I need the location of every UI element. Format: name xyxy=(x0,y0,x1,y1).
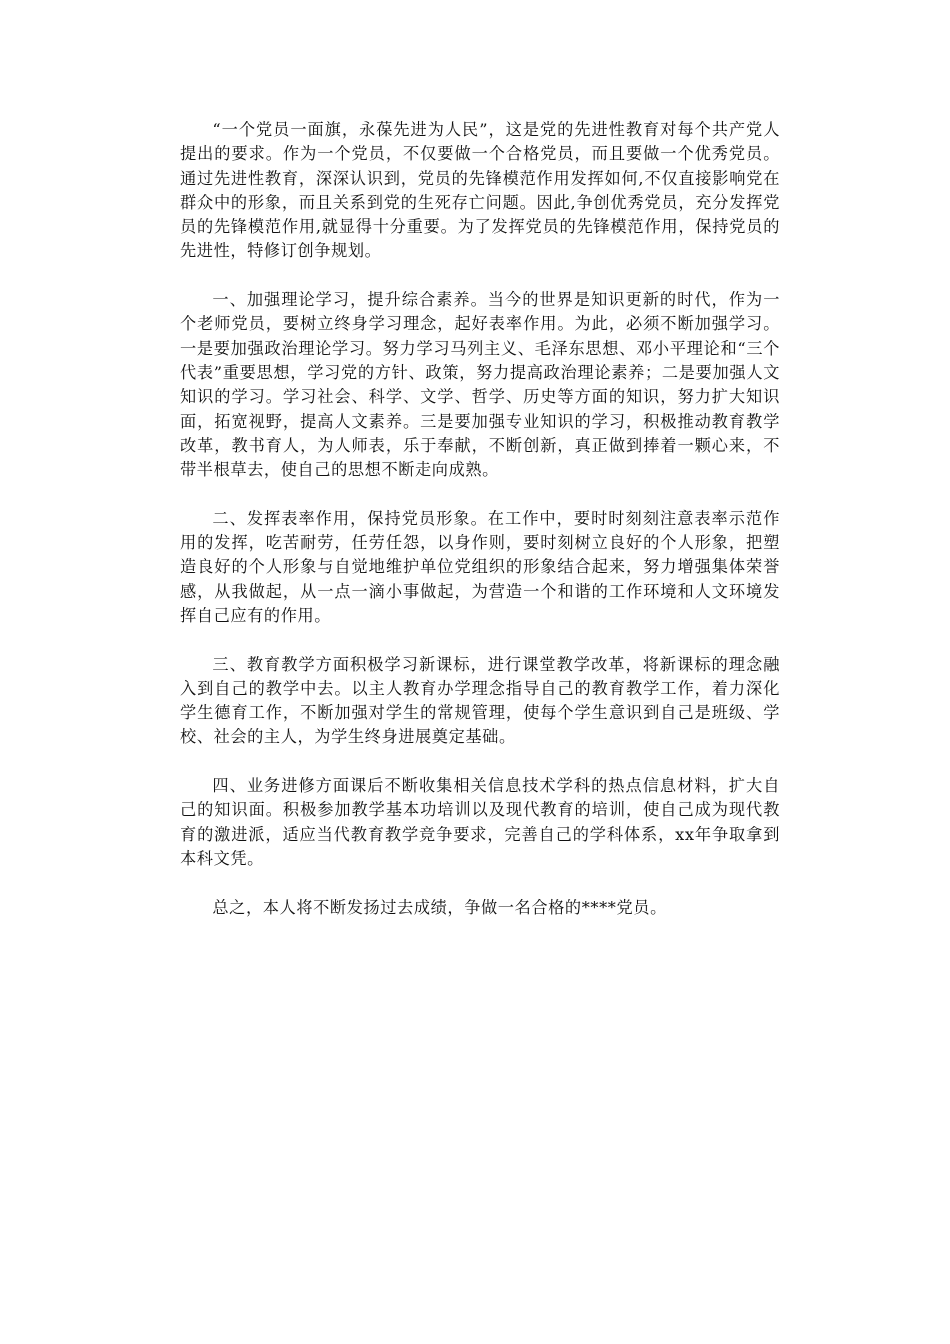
section-3-paragraph: 三、教育教学方面积极学习新课标，进行课堂教学改革，将新课标的理念融入到自己的教学中去。以主人教育办学理念指导自己的教育教学工作，着力深化学生德育工作，不断加强对学生的常规管理，使每个学生意识到自己是班级、学校、社会的主人，为学生终身进展奠定基础。 xyxy=(180,654,780,747)
section-1-paragraph: 一、加强理论学习，提升综合素养。当今的世界是知识更新的时代，作为一个老师党员，要树立终身学习理念，起好表率作用。为此，必须不断加强学习。一是要加强政治理论学习。努力学习马列主义、毛泽东思想、邓小平理论和“三个代表”重要思想，学习党的方针、政策，努力提高政治理论素养；二是要加强人文知识的学习。学习社会、科学、文学、哲学、历史等方面的知识，努力扩大知识面，拓宽视野，提高人文素养。三是要加强专业知识的学习，积极推动教育教学改革，教书育人，为人师表，乐于奉献，不断创新，真正做到捧着一颗心来，不带半根草去，使自己的思想不断走向成熟。 xyxy=(180,290,780,480)
document-body xyxy=(180,118,780,920)
section-4-paragraph: 四、业务进修方面课后不断收集相关信息技术学科的热点信息材料，扩大自己的知识面。积极参加教学基本功培训以及现代教育的培训，使自己成为现代教育的激进派，适应当代教育教学竞争要求，完善自己的学科体系，xx年争取拿到本科文凭。 xyxy=(180,776,780,868)
section-2-paragraph: 二、发挥表率作用，保持党员形象。在工作中，要时时刻刻注意表率示范作用的发挥，吃苦耐劳，任劳任怨，以身作则，要时刻树立良好的个人形象，把塑造良好的个人形象与自觉地维护单位党组织的形象结合起来，努力增强集体荣誉感，从我做起，从一点一滴小事做起，为营造一个和谐的工作环境和人文环境发挥自己应有的作用。 xyxy=(180,508,780,625)
intro-paragraph: “一个党员一面旗，永葆先进为人民”，这是党的先进性教育对每个共产党人提出的要求。作为一个党员，不仅要做一个合格党员，而且要做一个优秀党员。通过先进性教育，深深认识到，党员的先锋模范作用发挥如何,不仅直接影响党在群众中的形象，而且关系到党的生死存亡问题。因此,争创优秀党员，充分发挥党员的先锋模范作用,就显得十分重要。为了发挥党员的先锋模范作用，保持党员的先进性，特修订创争规划。 xyxy=(180,120,780,261)
conclusion-paragraph: 总之，本人将不断发扬过去成绩，争做一名合格的****党员。 xyxy=(212,897,667,917)
